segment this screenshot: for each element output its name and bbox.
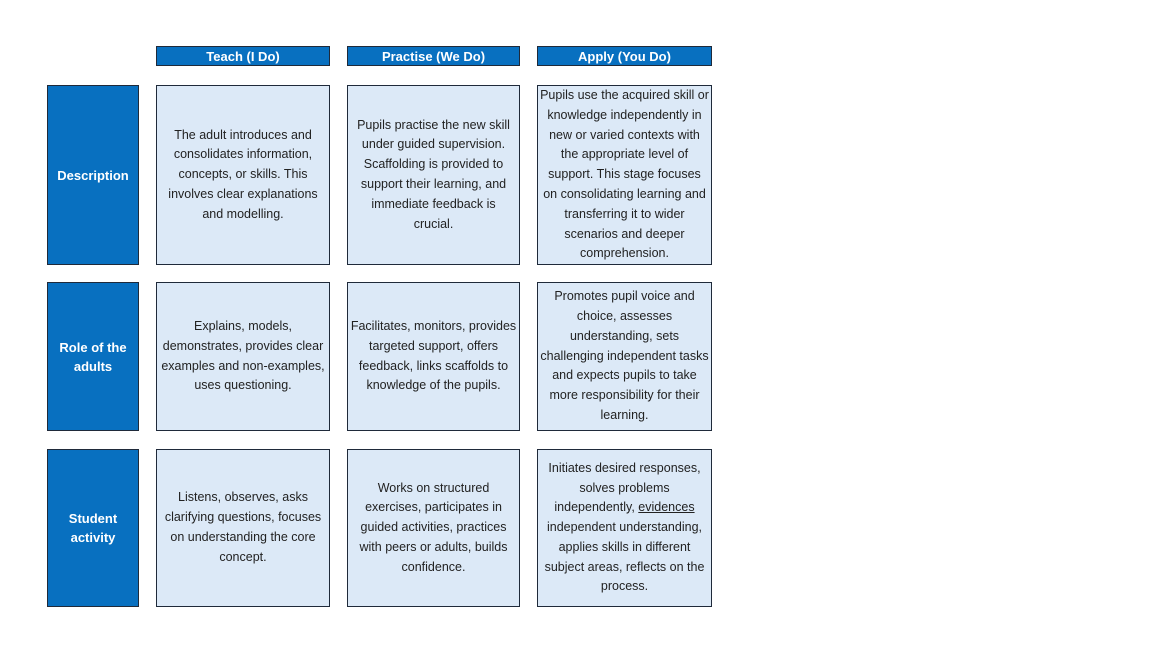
column-header-teach: Teach (I Do): [156, 46, 330, 66]
text-part: Initiates desired responses, solves problems independently,: [548, 460, 701, 515]
row-header-role-of-adults: Role of the adults: [47, 282, 139, 431]
cell-text: Listens, observes, asks clarifying questions, focuses on understanding the core concept.: [164, 490, 322, 564]
underlined-word: evidences: [638, 500, 695, 515]
cell-text: Pupils practise the new skill under guided supervision. Scaffolding is provided to support their learning, and immediate feedback is crucial.: [357, 117, 510, 231]
column-header-practise: Practise (We Do): [347, 46, 520, 66]
cell-student-practise: [347, 449, 520, 607]
column-header-apply: Apply (You Do): [537, 46, 712, 66]
cell-text: Works on structured exercises, participates in guided activities, practices with peers or adults, builds confidence.: [359, 480, 508, 574]
cell-text: Promotes pupil voice and choice, assesses understanding, sets challenging independent tasks and expects pupils to take more responsibility for their learning.: [540, 289, 709, 422]
text-part: independent understanding, applies skills in different subject areas, reflects on the process.: [544, 520, 705, 594]
cell-role-teach: [156, 282, 330, 431]
cell-description-teach: [156, 85, 330, 265]
cell-role-apply: [537, 282, 712, 431]
cell-text: The adult introduces and consolidates information, concepts, or skills. This involves clear explanations and modelling.: [168, 127, 318, 221]
row-header-student-activity: Student activity: [47, 449, 139, 607]
cell-description-practise: [347, 85, 520, 265]
cell-description-apply: [537, 85, 712, 265]
cell-role-practise: [347, 282, 520, 431]
cell-student-apply: [537, 449, 712, 607]
cell-text: [540, 459, 709, 598]
cell-student-teach: [156, 449, 330, 607]
cell-text: Facilitates, monitors, provides targeted support, offers feedback, links scaffolds to knowledge of the pupils.: [350, 318, 517, 393]
cell-text: Explains, models, demonstrates, provides clear examples and non-examples, uses questioning.: [161, 318, 325, 393]
cell-text: Pupils use the acquired skill or knowledge independently in new or varied contexts with the appropriate level of support. This stage focuses on consolidating learning and transferring it to wider scenarios and deeper comprehension.: [540, 87, 709, 261]
row-header-description: Description: [47, 85, 139, 265]
